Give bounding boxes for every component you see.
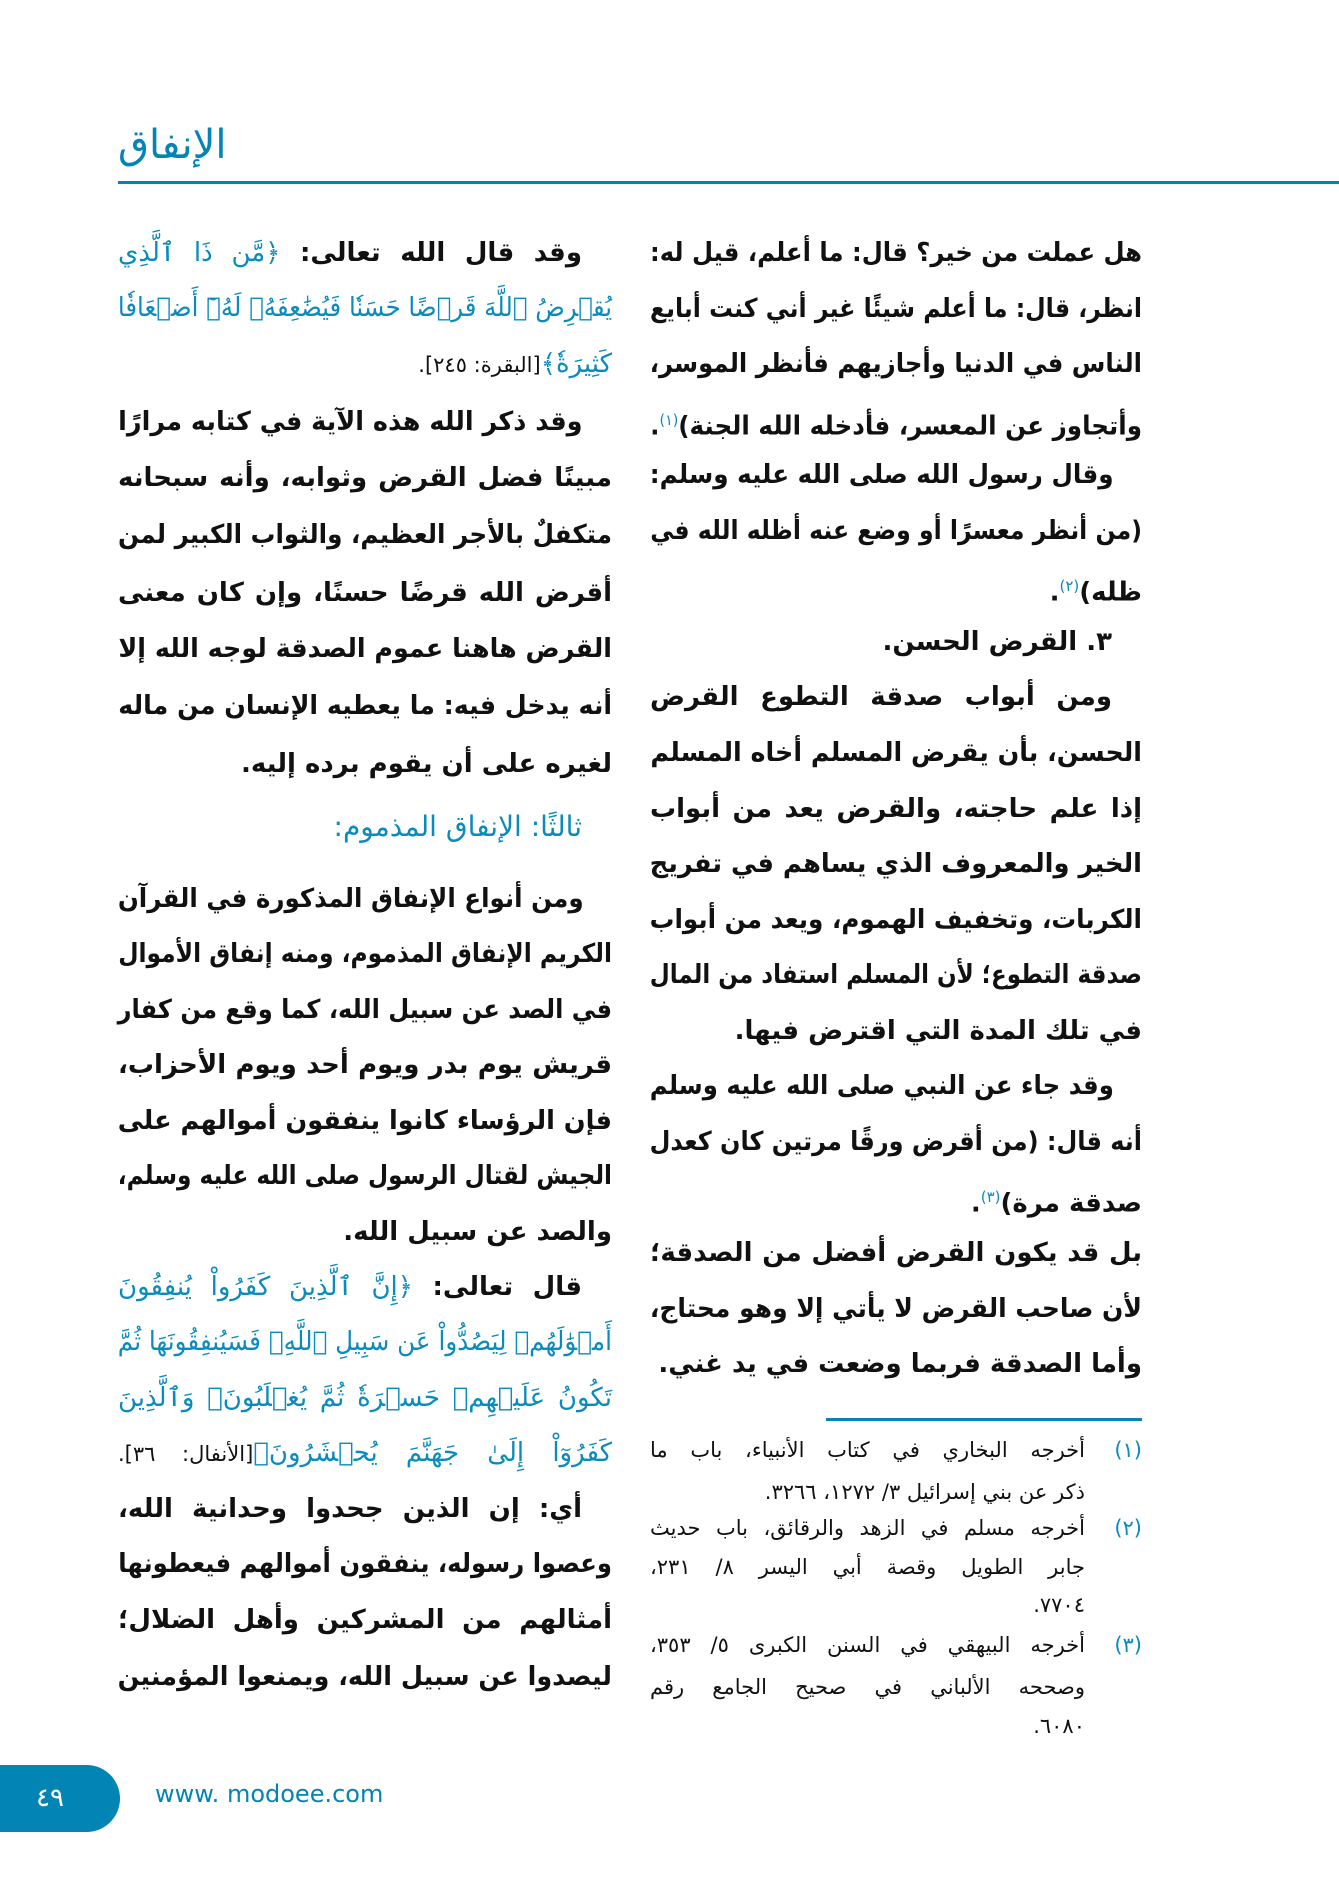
text: . [1049,578,1060,608]
text: صدقة مرة) [1000,1189,1142,1220]
footnote-ref[interactable]: (١) [659,410,679,429]
quran-verse: ﴿مَّن ذَا ٱلَّذِي [118,238,281,269]
quran-verse: كَثِيرَةٗ﴾ [540,348,612,379]
text: فإن الرؤساء كانوا ينفقون أموالهم على [117,1105,613,1136]
text: وقد جاء عن النبي صلى الله عليه وسلم [649,1071,1114,1102]
text: ومن أبواب صدقة التطوع القرض [650,682,1112,713]
footnote-text: ٧٧٠٤. [1033,1593,1085,1618]
text-line [117,1151,612,1201]
text: الخير والمعروف الذي يساهم في تفريج [649,849,1142,880]
text: وقال رسول الله صلى الله عليه وسلم: [649,460,1114,491]
text: صدقة التطوع؛ لأن المسلم استفاد من المال [649,960,1142,991]
footnote-text: ٦٠٨٠. [1033,1713,1085,1738]
text-line [118,1207,612,1257]
text: وأما الصدقة فربما وضعت في يد غني. [658,1349,1142,1380]
verse-citation: [الأنفال: ٣٦]. [118,1442,254,1467]
text-line [117,1652,612,1702]
footnote-ref[interactable]: (٣) [980,1188,1001,1207]
footnotes [650,0,1142,1760]
text-line [117,283,613,333]
text: القرض هاهنا عموم الصدقة لوجه الله إلا [118,634,613,665]
text-line [118,339,612,389]
text-line [117,1096,613,1146]
text: أنه يدخل فيه: ما يعطيه الإنسان من ماله [118,691,612,722]
text: أمثالهم من المشركين وأهل الضلال؛ [118,1604,612,1635]
text: الكريم الإنفاق المذموم، ومنه إنفاق الأموال [118,939,613,970]
text: أقرض الله قرضًا حسنًا، وإن كان معنى [118,577,612,608]
footnote-number: (٢) [1114,1515,1142,1540]
text-line [117,1317,612,1367]
section-heading [118,802,612,852]
text: انظر، قال: ما أعلم شيئًا غير أني كنت أبايع [649,293,1142,324]
footnote-text: ذكر عن بني إسرائيل ٣/ ١٢٧٢، ٣٢٦٦. [764,1479,1085,1504]
text-line [118,681,612,731]
text: ثالثًا: الإنفاق المذموم: [333,809,582,843]
text: ظله) [1079,578,1142,608]
text: مبينًا فضل القرض وثوابه، وأنه سبحانه [118,463,612,494]
text: وقد ذكر الله هذه الآية في كتابه مرارًا [118,406,583,437]
text: لغيره على أن يقوم برده إليه. [240,748,612,779]
text: قريش يوم بدر ويوم أحد ويوم الأحزاب، [118,1050,612,1081]
text-line [118,453,612,503]
text: لأن صاحب القرض لا يأتي إلا وهو محتاج، [649,1293,1142,1324]
quran-verse: كَفَرُوٓاْ إِلَىٰ جَهَنَّمَ يُحۡشَرُونَ﴾ [253,1438,612,1469]
text: . [650,411,660,442]
footnote-number: (١) [1114,1437,1142,1462]
text-line [118,510,613,560]
footnote-text: أخرجه البخاري في كتاب الأنبياء، باب ما [650,1437,1085,1462]
quran-verse: يُقۡرِضُ ٱللَّهَ قَرۡضًا حَسَنٗا فَيُضَٰعِفَهُۥ لَهُۥٓ أَضۡعَافٗا [117,293,613,324]
text-line [118,1373,612,1423]
text-line [118,1262,612,1312]
website-link[interactable]: www. modoee.com [155,1780,384,1808]
text: إذا علم حاجته، والقرض يعد من أبواب [650,793,1142,824]
text: . [970,1189,981,1220]
left-column [118,0,612,1700]
footnote-text: أخرجه مسلم في الزهد والرقائق، باب حديث [650,1515,1085,1540]
text: ومن أنواع الإنفاق المذكورة في القرآن [117,883,584,914]
text: أي: إن الذين جحدوا وحدانية الله، [118,1493,582,1524]
text-line [118,1539,612,1589]
text-line [118,1484,612,1534]
text: وأتجاوز عن المعسر، فأدخله الله الجنة) [678,411,1142,442]
text-line [118,624,613,674]
text-line [117,985,612,1035]
text-line [118,929,613,979]
footnote-text: وصححه الألباني في صحيح الجامع رقم [650,1675,1085,1699]
text: والصد عن سبيل الله. [343,1216,612,1247]
text: الجيش لقتال الرسول صلى الله عليه وسلم، [117,1161,612,1192]
text-line [118,1428,612,1478]
text-line [118,568,612,618]
text-line [117,874,612,924]
text: وعصوا رسوله، ينفقون أموالهم فيعطونها [118,1549,612,1580]
text-line [118,1040,612,1090]
page-number: ٤٩ [0,1765,120,1832]
text: في الصد عن سبيل الله، كما وقع من كفار [117,994,612,1025]
text: الناس في الدنيا وأجازيهم فأنظر الموسر، [649,349,1142,380]
footnote-ref[interactable]: (٢) [1059,577,1080,596]
text: متكفلٌ بالأجر العظيم، والثواب الكبير لمن [118,520,613,551]
quran-verse: أَمۡوَٰلَهُمۡ لِيَصُدُّواْ عَن سَبِيلِ ٱللَّهِۚ فَسَيُنفِقُونَهَا ثُمَّ [117,1327,612,1358]
footnote-text: أخرجه البيهقي في السنن الكبرى ٥/ ٣٥٣، [650,1632,1085,1657]
text: الحسن، بأن يقرض المسلم أخاه المسلم [650,738,1142,768]
text-line [118,228,612,278]
footnote-number: (٣) [1114,1632,1142,1657]
text: ٣. القرض الحسن. [882,626,1112,657]
quran-verse: ﴿إِنَّ ٱلَّذِينَ كَفَرُواْ يُنفِقُونَ [118,1271,414,1302]
chapter-title: الإنفاق [118,122,227,168]
text-line [118,1595,612,1645]
text: بل قد يكون القرض أفضل من الصدقة؛ [650,1237,1142,1268]
text: الكربات، وتخفيف الهموم، ويعد من أبواب [649,904,1142,935]
text: أنه قال: (من أقرض ورقًا مرتين كان كعدل [649,1126,1142,1157]
text: قال تعالى: [413,1271,582,1302]
quran-verse: تَكُونُ عَلَيۡهِمۡ حَسۡرَةٗ ثُمَّ يُغۡلَبُونَۗ وَٱلَّذِينَ [118,1382,612,1413]
text: (من أنظر معسرًا أو وضع عنه أظله الله في [650,515,1142,546]
text-line [118,397,612,447]
text: هل عملت من خير؟ قال: ما أعلم، قيل له: [649,238,1142,269]
text: ليصدوا عن سبيل الله، ويمنعوا المؤمنين [117,1662,612,1693]
text: وقد قال الله تعالى: [280,238,582,269]
text-line [118,739,612,789]
text: في تلك المدة التي اقترض فيها. [734,1015,1142,1046]
verse-citation: [البقرة: ٢٤٥]. [418,352,541,377]
footnote-text: جابر الطويل وقصة أبي اليسر ٨/ ٢٣١، [650,1554,1085,1579]
